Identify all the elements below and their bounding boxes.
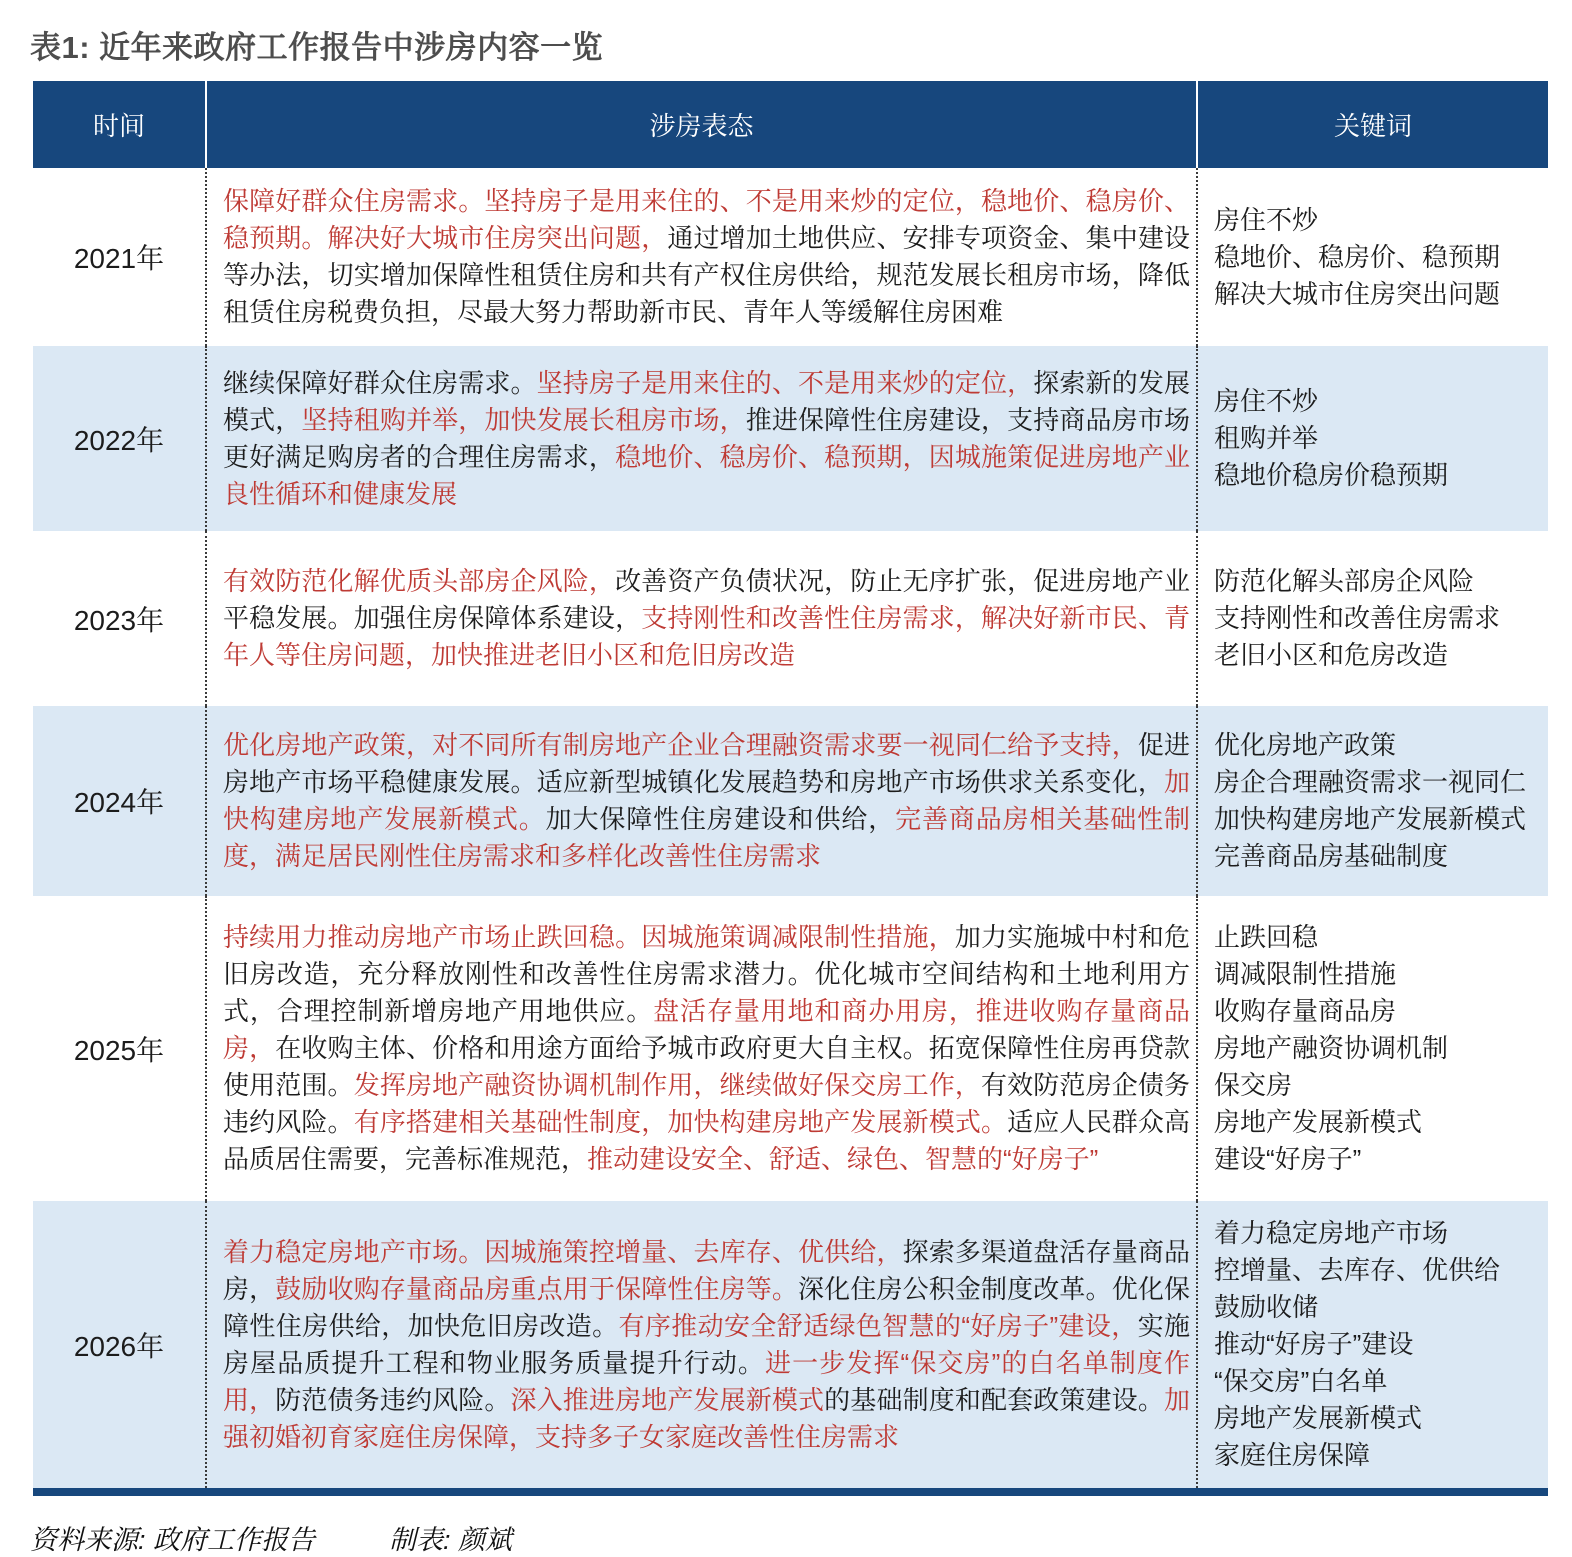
row-statement bbox=[223, 183, 1190, 331]
keyword-line: 解决大城市住房突出问题 bbox=[1214, 278, 1501, 309]
row-year: 2026年 bbox=[73, 1330, 165, 1362]
statement-segment: 防范债务违约风险。 bbox=[275, 1384, 511, 1415]
statement-segment: 盘活存量用地和商办用房，推进收购存量商品房， bbox=[223, 996, 1190, 1063]
keyword-line: 优化房地产政策 bbox=[1214, 730, 1397, 760]
statement-segment: 探索多渠道盘活存量商品房， bbox=[223, 1236, 1190, 1304]
row-year: 2021年 bbox=[73, 243, 165, 274]
keyword-line: 老旧小区和危房改造 bbox=[1214, 640, 1449, 670]
row-statement-cell bbox=[205, 896, 1196, 1201]
table-footer bbox=[30, 1518, 1572, 1557]
keyword-line: 房住不炒 bbox=[1214, 204, 1319, 235]
table-row bbox=[33, 1201, 1548, 1488]
statement-segment: 持续用力推动房地产市场止跌回稳。因城施策调减限制性措施， bbox=[223, 922, 955, 952]
row-year: 2022年 bbox=[73, 424, 165, 456]
table-row bbox=[33, 168, 1548, 346]
statement-segment: 坚持租购并举，加快发展长租房市场， bbox=[301, 404, 746, 435]
keyword-line: 加快构建房地产发展新模式 bbox=[1214, 804, 1527, 834]
statement-segment: 适应人民群众高品质居住需要，完善标准规范， bbox=[223, 1107, 1190, 1174]
table-row bbox=[33, 706, 1548, 896]
housing-policy-table bbox=[33, 81, 1548, 1496]
row-keywords bbox=[1196, 531, 1548, 706]
row-statement bbox=[223, 365, 1190, 513]
row-statement-cell bbox=[205, 531, 1196, 706]
statement-segment: 保障好群众住房需求。坚持房子是用来住的、不是用来炒的定位，稳地价、稳房价、稳预期。解决好大城市住房突出问题， bbox=[223, 186, 1190, 253]
statement-segment: 实施房屋品质提升工程和物业服务质量提升行动。 bbox=[223, 1310, 1190, 1378]
table-row bbox=[33, 896, 1548, 1201]
table-bottom-border bbox=[33, 1488, 1548, 1496]
row-year: 2024年 bbox=[73, 787, 165, 818]
table-row bbox=[33, 531, 1548, 706]
statement-segment: 发挥房地产融资协调机制作用，继续做好保交房工作， bbox=[353, 1070, 982, 1100]
keyword-line: 房地产融资协调机制 bbox=[1214, 1033, 1449, 1063]
row-statement-cell bbox=[205, 1201, 1196, 1488]
row-statement bbox=[223, 1234, 1190, 1456]
statement-segment: 优化房地产政策，对不同所有制房地产企业合理融资需求要一视同仁给予支持， bbox=[223, 730, 1138, 760]
row-statement-cell bbox=[205, 346, 1196, 531]
statement-segment: 改善资产负债状况，防止无序扩张，促进房地产业平稳发展。加强住房保障体系建设， bbox=[223, 566, 1190, 633]
statement-segment: 通过增加土地供应、安排专项资金、集中建设等办法，切实增加保障性租赁住房和共有产权住房供给，规范发展长租房市场，降低租赁住房税费负担，尽最大努力帮助新市民、青年人等缓解住房困难 bbox=[223, 223, 1190, 327]
statement-segment: 完善商品房相关基础性制度，满足居民刚性住房需求和多样化改善性住房需求 bbox=[223, 804, 1190, 871]
statement-segment: 进一步发挥“保交房”的白名单制度作用， bbox=[223, 1347, 1190, 1415]
statement-segment: 推动建设安全、舒适、绿色、智慧的“好房子” bbox=[587, 1144, 1099, 1174]
statement-segment: 有序搭建相关基础性制度，加快构建房地产发展新模式。 bbox=[353, 1107, 1008, 1137]
keyword-line: 止跌回稳 bbox=[1214, 922, 1319, 952]
statement-segment: 支持刚性和改善性住房需求，解决好新市民、青年人等住房问题，加快推进老旧小区和危旧房改造 bbox=[223, 603, 1190, 670]
statement-segment: 有序推动安全舒适绿色智慧的“好房子”建设， bbox=[618, 1310, 1138, 1341]
keyword-line: 房住不炒 bbox=[1214, 386, 1319, 416]
page-title: 表1: 近年来政府工作报告中涉房内容一览 bbox=[30, 30, 604, 65]
statement-segment: 的基础制度和配套政策建设。 bbox=[824, 1384, 1164, 1415]
keyword-line: 房地产发展新模式 bbox=[1214, 1403, 1423, 1433]
keyword-line: 控增量、去库存、优供给 bbox=[1214, 1255, 1501, 1285]
header-cell-keywords: 关键词 bbox=[1196, 81, 1548, 168]
statement-segment: 促进房地产市场平稳健康发展。适应新型城镇化发展趋势和房地产市场供求关系变化， bbox=[223, 730, 1190, 797]
header-cell-time: 时间 bbox=[92, 111, 145, 141]
statement-segment: 加强初婚初育家庭住房保障，支持多子女家庭改善性住房需求 bbox=[223, 1384, 1190, 1452]
keyword-line: 稳地价、稳房价、稳预期 bbox=[1214, 241, 1501, 272]
row-statement bbox=[223, 919, 1190, 1178]
keyword-line: 完善商品房基础制度 bbox=[1214, 841, 1449, 871]
statement-segment: 在收购主体、价格和用途方面给予城市政府更大自主权。拓宽保障性住房再贷款使用范围。 bbox=[223, 1033, 1190, 1100]
keyword-line: 稳地价稳房价稳预期 bbox=[1214, 460, 1449, 490]
header-cell-statement: 涉房表态 bbox=[205, 81, 1196, 168]
statement-segment: 深化住房公积金制度改革。优化保障性住房供给，加快危旧房改造。 bbox=[223, 1273, 1190, 1341]
table-row bbox=[33, 346, 1548, 531]
statement-segment: 着力稳定房地产市场。因城施策控增量、去库存、优供给， bbox=[223, 1236, 903, 1267]
statement-segment: 稳地价、稳房价、稳预期，因城施策促进房地产业良性循环和健康发展 bbox=[223, 441, 1190, 509]
statement-segment: 有效防范化解优质头部房企风险， bbox=[223, 566, 616, 596]
keyword-line: 收购存量商品房 bbox=[1214, 996, 1397, 1026]
statement-segment: 有效防范房企债务违约风险。 bbox=[223, 1070, 1190, 1137]
statement-segment: 加力实施城中村和危旧房改造，充分释放刚性和改善性住房需求潜力。优化城市空间结构和土地利用方式，合理控制新增房地产用地供应。 bbox=[223, 922, 1190, 1026]
author-note: 制表: 颜斌 bbox=[389, 1525, 513, 1555]
table-header-row bbox=[33, 81, 1548, 168]
row-keywords bbox=[1196, 168, 1548, 346]
keyword-line: 调减限制性措施 bbox=[1214, 959, 1397, 989]
row-statement bbox=[223, 563, 1190, 674]
row-statement-cell bbox=[205, 706, 1196, 896]
keyword-line: 推动“好房子”建设 bbox=[1214, 1329, 1414, 1359]
statement-segment: 坚持房子是用来住的、不是用来炒的定位， bbox=[536, 367, 1034, 398]
keyword-line: 房企合理融资需求一视同仁 bbox=[1214, 767, 1527, 797]
table-body bbox=[33, 168, 1548, 1488]
row-statement bbox=[223, 727, 1190, 875]
source-note: 资料来源: 政府工作报告 bbox=[30, 1525, 316, 1555]
statement-segment: 加大保障性住房建设和供给， bbox=[545, 804, 896, 834]
row-year: 2023年 bbox=[73, 604, 165, 636]
statement-segment: 深入推进房地产发展新模式 bbox=[510, 1384, 825, 1415]
keyword-line: 房地产发展新模式 bbox=[1214, 1107, 1423, 1137]
keyword-line: 鼓励收储 bbox=[1214, 1292, 1319, 1322]
row-keywords bbox=[1196, 346, 1548, 531]
keyword-line: 保交房 bbox=[1214, 1070, 1293, 1100]
statement-segment: 鼓励收购存量商品房重点用于保障性住房等。 bbox=[275, 1273, 799, 1304]
row-keywords bbox=[1196, 896, 1548, 1201]
keyword-line: “保交房”白名单 bbox=[1214, 1366, 1388, 1396]
row-year: 2025年 bbox=[73, 1034, 165, 1066]
statement-segment: 探索新的发展模式， bbox=[223, 367, 1190, 435]
keyword-line: 建设“好房子” bbox=[1214, 1144, 1362, 1174]
row-statement-cell bbox=[205, 168, 1196, 346]
statement-segment: 继续保障好群众住房需求。 bbox=[223, 367, 537, 398]
row-keywords bbox=[1196, 706, 1548, 896]
keyword-line: 着力稳定房地产市场 bbox=[1214, 1218, 1449, 1248]
keyword-line: 支持刚性和改善住房需求 bbox=[1214, 603, 1501, 633]
statement-segment: 推进保障性住房建设，支持商品房市场更好满足购房者的合理住房需求， bbox=[223, 404, 1190, 472]
keyword-line: 家庭住房保障 bbox=[1214, 1440, 1371, 1470]
row-keywords bbox=[1196, 1201, 1548, 1488]
keyword-line: 租购并举 bbox=[1214, 423, 1319, 453]
statement-segment: 加快构建房地产发展新模式。 bbox=[223, 767, 1190, 834]
keyword-line: 防范化解头部房企风险 bbox=[1214, 566, 1475, 596]
